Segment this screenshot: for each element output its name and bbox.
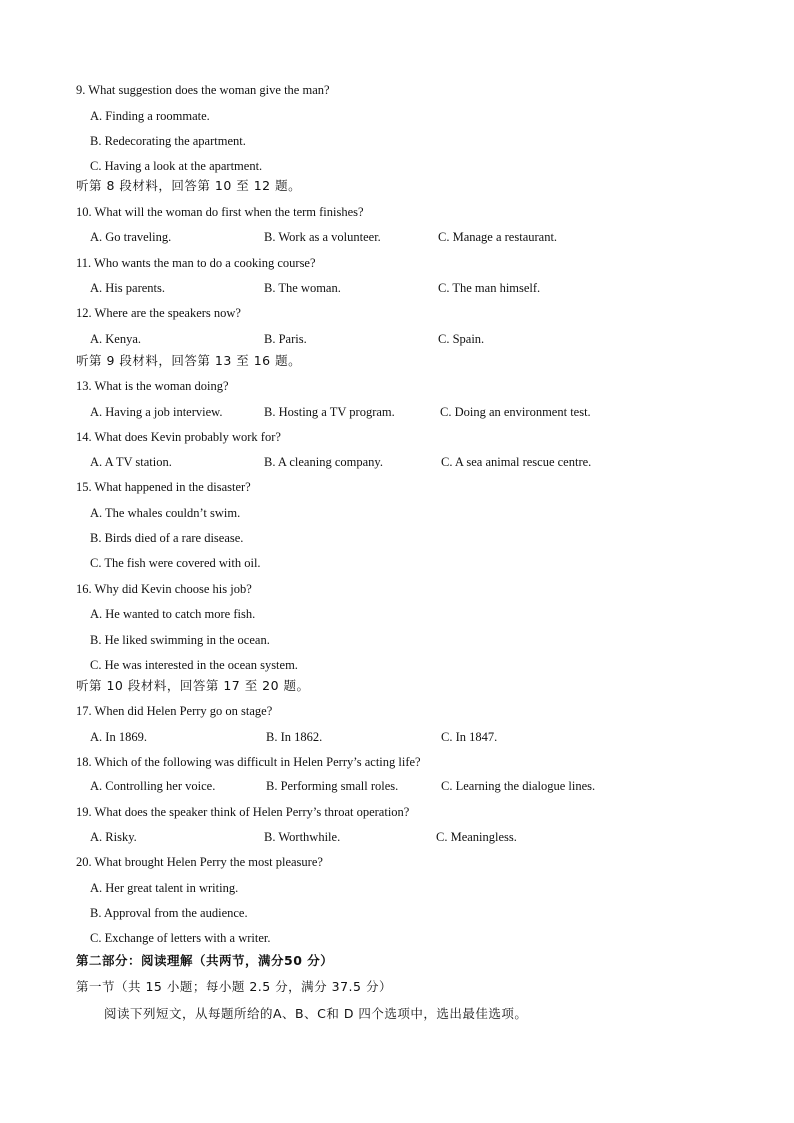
question-13-stem: 13. What is the woman doing? [76, 379, 229, 393]
question-15-stem: 15. What happened in the disaster? [76, 480, 251, 494]
question-17-option-c: C. In 1847. [441, 730, 498, 744]
reading-instruction: 阅读下列短文，从每题所给的A、B、C和 D 四个选项中，选出最佳选项。 [104, 1006, 528, 1021]
question-14-stem: 14. What does Kevin probably work for? [76, 430, 281, 444]
question-20-option-b: B. Approval from the audience. [90, 906, 248, 920]
question-16-option-c: C. He was interested in the ocean system. [90, 658, 298, 672]
question-10-option-b: B. Work as a volunteer. [264, 230, 381, 244]
question-11-option-a: A. His parents. [90, 281, 165, 295]
question-19-stem: 19. What does the speaker think of Helen Perry’s throat operation? [76, 805, 410, 819]
part-2-title: 第二部分：阅读理解（共两节，满分50 分） [76, 953, 334, 968]
question-19-option-b: B. Worthwhile. [264, 830, 341, 844]
question-16-option-a: A. He wanted to catch more fish. [90, 607, 256, 621]
question-18-option-b: B. Performing small roles. [266, 779, 399, 793]
question-14-option-b: B. A cleaning company. [264, 455, 383, 469]
question-11-option-c: C. The man himself. [438, 281, 541, 295]
question-15-option-b: B. Birds died of a rare disease. [90, 531, 244, 545]
question-13-option-b: B. Hosting a TV program. [264, 405, 395, 419]
question-17-option-b: B. In 1862. [266, 730, 323, 744]
question-18-option-a: A. Controlling her voice. [90, 779, 216, 793]
question-17-option-a: A. In 1869. [90, 730, 147, 744]
question-14-option-c: C. A sea animal rescue centre. [441, 455, 592, 469]
section-8-instruction: 听第 8 段材料，回答第 10 至 12 题。 [76, 178, 302, 193]
question-15-option-a: A. The whales couldn’t swim. [90, 506, 241, 520]
question-10-option-a: A. Go traveling. [90, 230, 172, 244]
question-11-stem: 11. Who wants the man to do a cooking course? [76, 256, 316, 270]
question-16-option-b: B. He liked swimming in the ocean. [90, 633, 270, 647]
question-13-option-c: C. Doing an environment test. [440, 405, 591, 419]
question-20-option-c: C. Exchange of letters with a writer. [90, 931, 271, 945]
question-19-option-c: C. Meaningless. [436, 830, 517, 844]
section-1-heading: 第一节（共 15 小题；每小题 2.5 分，满分 37.5 分） [76, 979, 392, 994]
question-17-stem: 17. When did Helen Perry go on stage? [76, 704, 273, 718]
section-9-instruction: 听第 9 段材料，回答第 13 至 16 题。 [76, 353, 302, 368]
question-18-option-c: C. Learning the dialogue lines. [441, 779, 596, 793]
question-19-option-a: A. Risky. [90, 830, 137, 844]
question-12-option-c: C. Spain. [438, 332, 485, 346]
question-12-stem: 12. Where are the speakers now? [76, 306, 241, 320]
question-12-option-b: B. Paris. [264, 332, 307, 346]
question-14-option-a: A. A TV station. [90, 455, 172, 469]
question-10-stem: 10. What will the woman do first when the term finishes? [76, 205, 364, 219]
question-9-option-c: C. Having a look at the apartment. [90, 159, 263, 173]
question-12-option-a: A. Kenya. [90, 332, 142, 346]
question-15-option-c: C. The fish were covered with oil. [90, 556, 261, 570]
question-9-option-b: B. Redecorating the apartment. [90, 134, 246, 148]
question-9-stem: 9. What suggestion does the woman give the man? [76, 83, 330, 97]
question-20-option-a: A. Her great talent in writing. [90, 881, 239, 895]
question-9-option-a: A. Finding a roommate. [90, 109, 210, 123]
question-18-stem: 18. Which of the following was difficult in Helen Perry’s acting life? [76, 755, 421, 769]
question-20-stem: 20. What brought Helen Perry the most pleasure? [76, 855, 323, 869]
question-16-stem: 16. Why did Kevin choose his job? [76, 582, 252, 596]
section-10-instruction: 听第 10 段材料，回答第 17 至 20 题。 [76, 678, 310, 693]
question-13-option-a: A. Having a job interview. [90, 405, 223, 419]
question-11-option-b: B. The woman. [264, 281, 341, 295]
question-10-option-c: C. Manage a restaurant. [438, 230, 558, 244]
